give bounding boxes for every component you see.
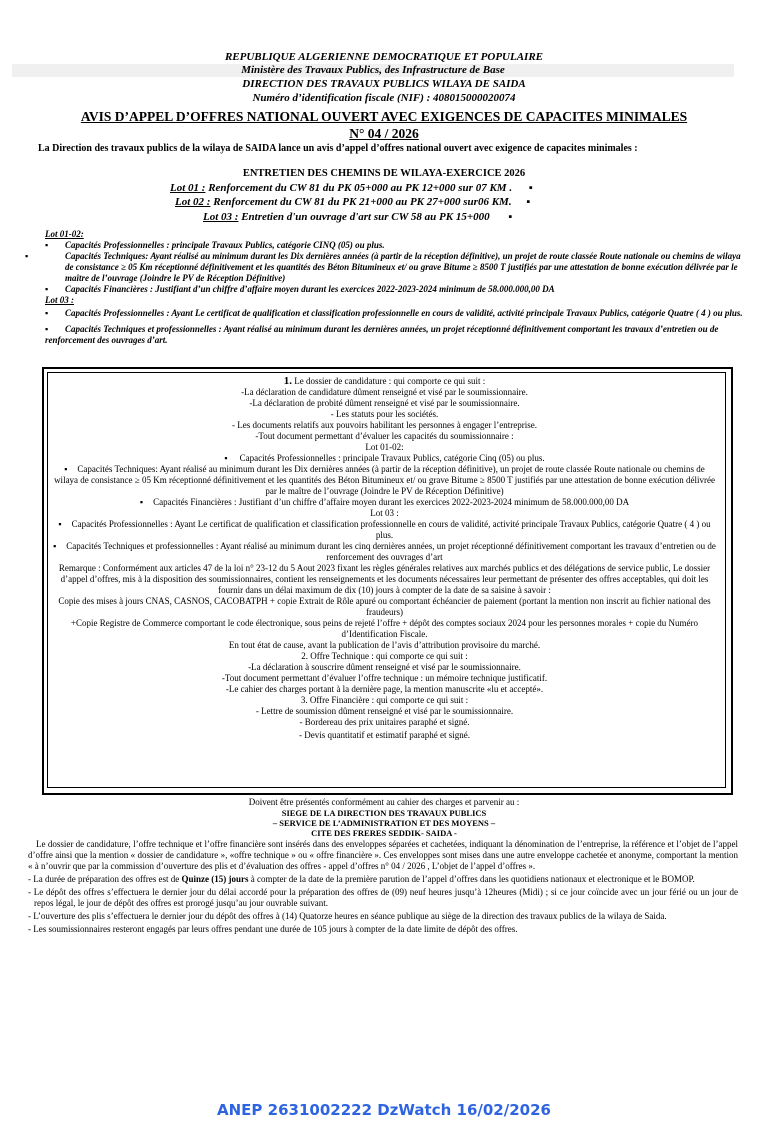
req-tech12: Capacités Techniques: Ayant réalisé au minimum durant les Dix dernières années (à partir de la réception définitive), un projet de route classée Route nationale ou chemins de wilaya de consistance ≥ 05 Km réceptionné définitivement et les quantités des Béton Bitumineux et/ ou grave Bitume ≥ 8500 T justifiés par une attestation de bonne exécution délivrée par le maître de l’ouvrage (Joindre le PV de Réception Définitive) — [65, 251, 741, 283]
req-fin12: Capacités Financières : Justifiant d’un chiffre d’affaire moyen durant les exercices 2022-2023-2024 minimum de 58.000.000,00 DA — [65, 284, 555, 294]
conditions — [28, 839, 738, 935]
offre-financiere-h: 3. Offre Financière : qui comporte ce qui suit : — [300, 695, 469, 705]
dossier-pro12: Capacités Professionnelles : principale Travaux Publics, catégorie Cinq (05) ou plus. — [239, 453, 545, 463]
offre-technique-l2: -Tout document permettant d’évaluer l’offre technique : un mémoire technique justificatif. — [221, 673, 548, 683]
intro-text: La Direction des travaux publics de la wilaya de SAIDA lance un avis d’appel d’offres national ouvert avec exigence de capacites minimales : — [38, 143, 638, 154]
dossier-registre: +Copie Registre de Commerce comportant le code électronique, sous peins de rejeté l’offre + dépôt des comptes sociaux 2024 pour les personnes morales + copie du Numéro d’Identification Fiscale. — [70, 618, 699, 639]
condition-deposit: - Le dépôt des offres s’effectuera le dernier jour du délai accordé pour la préparation des offres de (09) neuf heures jusqu’à 12heures (Midi) ; si ce jour coïncide avec un jour férié ou un jour de repos légal, le jour de dépôt des offres est prorogé jusqu’au jour ouvrable suivant. — [28, 887, 738, 908]
dossier-l4: - Les documents relatifs aux pouvoirs habilitant les personnes à engager l’entreprise. — [232, 420, 537, 430]
header-republic: REPUBLIQUE ALGERIENNE DEMOCRATIQUE ET POPULAIRE — [224, 51, 544, 63]
lot-02-label: Lot 02 : — [175, 196, 211, 208]
condition-duration-a: - La durée de préparation des offres est de — [28, 874, 182, 884]
condition-duration-c: à compter de la date de la première parution de l’appel d’offres dans les quotidiens nationaux et electronique et le BOMOP. — [248, 874, 695, 884]
dossier-l3: - Les statuts pour les sociétés. — [330, 409, 439, 419]
address-line3: CITE DES FRERES SEDDIK- SAIDA - — [311, 828, 457, 838]
offre-financiere-l1: - Lettre de soumission dûment renseigné et visé par le soumissionnaire. — [255, 706, 514, 716]
lot-02 — [175, 196, 735, 209]
lot-01-bullet: ▪ — [528, 182, 533, 194]
dossier-copies: Copie des mises à jours CNAS, CASNOS, CACOBATPH + copie Extrait de Rôle apuré ou comportant échéancier de paiement (portant la mention non inscrit au fichier national des fraudeurs) — [58, 596, 711, 617]
dossier-h1: Le dossier de candidature : qui comporte ce qui suit : — [292, 376, 486, 386]
dossier-content: 1. Le dossier de candidature : qui comporte ce qui suit : -La déclaration de candidature dûment renseigné et visé par le soumissionnaire. -La déclaration de probité dûment renseigné et visé par le soumissionnaire. - Les statuts pour les sociétés. - Les documents relatifs aux pouvoirs habilitant les personnes à engager l’entreprise. -Tout document permettant d’évaluer les capacités du soumissionnaire : Lot 01-02: ▪ Capacités Professionnelles : principale Travaux Publics, catégorie Cinq (05) ou plus. ▪ Capacités Techniques: Ayant réalisé au minimum durant les Dix dernières années (à partir de la réception définitive), un projet de route classée Route nationale ou chemins de wilaya de consistance ≥ 05 Km réceptionné définitivement et les quantités des Béton Bitumineux et/ ou grave Bitume ≥ 8500 T justifiés par une attestation de bonne exécution délivrée par le maître de l’ouvrage (Joindre le PV de Réception Définitive) ▪ Capacités Financières : Justifiant d’un chiffre d’affaire moyen durant les exercices 2022-2023-2024 minimum de 58.000.000,00 DA Lot 03 : ▪ Capacités Professionnelles : Ayant Le certificat de qualification et classification professionnelle en cours de validité, activité principale Travaux Publics, catégorie Quatre ( 4 ) ou plus. ▪ Capacités Techniques et professionnelles : Ayant réalisé au minimum durant les cinq dernières années, un projet réceptionné définitivement comportant les travaux d’entretien ou de renforcement des ouvrages d’art Remarque : Conformément aux articles 47 de la loi n° 23-12 du 5 Aout 2023 fixant les règles générales relatives aux marchés publics et des délégations de service public, Le dossier d’appel d’offres, mis à la disposition des soumissionnaires, contient les renseignements et les documents nécessaires leur permettant de présenter des offres acceptables, qui doit les fournir dans un délai maximum de dix (10) jours à compter de la date de sa saisine à savoir : Copie des mises à jours CNAS, CASNOS, CACOBATPH + copie Extrait de Rôle apuré ou comportant échéancier de paiement (portant la mention non inscrit au fichier national des fraudeurs) +Copie Registre de Commerce comportant le code électronique, sous peins de rejeté l’offre + dépôt des comptes sociaux 2024 pour les personnes morales + copie du Numéro d’Identification Fiscale. En tout état de cause, avant la publication de l’avis d’attribution provisoire du marché. 2. Offre Technique : qui comporte ce qui suit : -La déclaration à souscrire dûment renseigné et visé par le soumissionnaire. -Tout document permettant d’évaluer l’offre technique : un mémoire technique justificatif. -Le cahier des charges portant à la dernière page, la mention manuscrite «lu et accepté». 3. Offre Financière : qui comporte ce qui suit : - Lettre de soumission dûment renseigné et visé par le soumissionnaire. - Bordereau des prix unitaires paraphé et signé. - Devis quantitatif et estimatif paraphé et signé. — [53, 375, 716, 740]
req-lot0102-label: Lot 01-02: — [45, 229, 84, 239]
header-direction: DIRECTION DES TRAVAUX PUBLICS WILAYA DE SAIDA — [242, 78, 526, 90]
offre-technique-l1: -La déclaration à souscrire dûment renseigné et visé par le soumissionnaire. — [248, 662, 521, 672]
dossier-lot3: Lot 03 : — [370, 508, 399, 518]
req-pro3: Capacités Professionnelles : Ayant Le certificat de qualification et classification professionnelle en cours de validité, activité principale Travaux Publics, catégorie Quatre ( 4 ) ou plus. — [65, 308, 743, 318]
offre-technique-l3: -Le cahier des charges portant à la dernière page, la mention manuscrite «lu et accepté». — [225, 684, 544, 694]
condition-duration-b: Quinze (15) jours — [181, 874, 249, 884]
dossier-lot12: Lot 01-02: — [365, 442, 404, 452]
lot-02-text: Renforcement du CW 81 du PK 21+000 au PK 27+000 sur06 KM. — [210, 196, 512, 208]
dossier-tech12: Capacités Techniques: Ayant réalisé au minimum durant les Dix dernières années (à partir de la réception définitive), un projet de route classée Route nationale ou chemins de wilaya de consistance ≥ 05 Km réceptionné définitivement et les quantités des Béton Bitumineux et/ ou grave Bitume ≥ 8500 T justifiés par une attestation de bonne exécution délivrée par le maître de l’ouvrage (Joindre le PV de Réception Définitive) — [54, 464, 715, 496]
lot-01-label: Lot 01 : — [170, 182, 206, 194]
dossier-h1-num: 1. — [283, 375, 293, 387]
condition-envelopes: Le dossier de candidature, l’offre technique et l’offre financière sont insérés dans des enveloppes séparées et cachetées, indiquant la dénomination de l’entreprise, la référence et l’objet de l’appel d’offre ainsi que la mention « dossier de candidature », «offre technique » ou « offre financière ». Ces enveloppes sont mises dans une autre enveloppe cachetée et anonyme, comportant la mention « à n’ouvrir que par la commission d’ouverture des plis et d’évaluation des offres - appel d’offres n° 04 / 2026 , L’objet de l’appel d’offres ». — [28, 839, 738, 871]
dossier-l5: -Tout document permettant d’évaluer les capacités du soumissionnaire : — [255, 431, 514, 441]
lot-03 — [203, 211, 743, 224]
dossier-pro3: Capacités Professionnelles : Ayant Le certificat de qualification et classification professionnelle en cours de validité, activité principale Travaux Publics, catégorie Quatre ( 4 ) ou plus. — [71, 519, 711, 540]
req-tech3: Capacités Techniques et professionnelles : Ayant réalisé au minimum durant les dernières années, un projet réceptionné définitivement comportant les travaux d’entretien ou de renforcement des ouvrages d’art. — [45, 324, 719, 345]
anep-stamp: ANEP 2631002222 DzWatch 16/02/2026 — [217, 1101, 551, 1119]
offre-financiere-l3: - Devis quantitatif et estimatif paraphé et signé. — [299, 730, 470, 740]
tender-number: N° 04 / 2026 — [349, 126, 419, 141]
dossier-remark: Remarque : Conformément aux articles 47 de la loi n° 23-12 du 5 Aout 2023 fixant les règles générales relatives aux marchés publics et des délégations de service public, Le dossier d’appel d’offres, mis à la disposition des soumissionnaires, contient les renseignements et les documents nécessaires leur permettant de présenter des offres acceptables, qui doit les fournir dans un délai maximum de dix (10) jours à compter de la date de sa saisine à savoir : — [58, 563, 711, 595]
dossier-etat: En tout état de cause, avant la publication de l’avis d’attribution provisoire du marché. — [228, 640, 541, 650]
condition-duration — [28, 874, 738, 885]
address-line2: – SERVICE DE L’ADMINISTRATION ET DES MOYENS – — [272, 818, 496, 828]
requirements: Lot 01-02: ▪ Capacités Professionnelles : principale Travaux Publics, catégorie CINQ (05) ou plus. ▪ Capacités Techniques: Ayant réalisé au minimum durant les Dix dernières années (à partir de la réception définitive), un projet de route classée Route nationale ou chemins de wilaya de consistance ≥ 05 Km réceptionné définitivement et les quantités des Béton Bitumineux et/ ou grave Bitume ≥ 8500 T justifiés par une attestation de bonne exécution délivrée par le maître de l’ouvrage (Joindre le PV de Réception Définitive) ▪ Capacités Financières : Justifiant d’un chiffre d’affaire moyen durant les exercices 2022-2023-2024 minimum de 58.000.000,00 DA Lot 03 : ▪ Capacités Professionnelles : Ayant Le certificat de qualification et classification professionnelle en cours de validité, activité principale Travaux Publics, catégorie Quatre ( 4 ) ou plus. ▪ Capacités Techniques et professionnelles : Ayant réalisé au minimum durant les dernières années, un projet réceptionné définitivement comportant les travaux d’entretien ou de renforcement des ouvrages d’art. — [25, 229, 743, 345]
req-pro12: Capacités Professionnelles : principale Travaux Publics, catégorie CINQ (05) ou plus. — [65, 240, 385, 250]
offre-financiere-l2: - Bordereau des prix unitaires paraphé et signé. — [299, 717, 470, 727]
address-line1: SIEGE DE LA DIRECTION DES TRAVAUX PUBLICS — [281, 808, 487, 818]
dossier-tech3: Capacités Techniques et professionnelles : Ayant réalisé au minimum durant les cinq dernières années, un projet réceptionné définitivement comportant les travaux d’entretien ou de renforcement des ouvrages d’art — [66, 541, 716, 562]
lot-01-text: Renforcement du CW 81 du PK 05+000 au PK 12+000 sur 07 KM . — [205, 182, 513, 194]
dossier-fin12: Capacités Financières : Justifiant d’un chiffre d’affaire moyen durant les exercices 2022-2023-2024 minimum de 58.000.000,00 DA — [153, 497, 630, 507]
lot-03-text: Entretien d'un ouvrage d'art sur CW 58 au PK 15+000 — [238, 211, 490, 223]
lot-01 — [170, 182, 730, 195]
req-lot03-label: Lot 03 : — [45, 295, 74, 305]
dossier-l2: -La déclaration de probité dûment renseigné et visé par le soumissionnaire. — [249, 398, 520, 408]
subject: ENTRETIEN DES CHEMINS DE WILAYA-EXERCICE 2026 — [242, 168, 526, 179]
page-title: AVIS D’APPEL D’OFFRES NATIONAL OUVERT AVEC EXIGENCES DE CAPACITES MINIMALES — [80, 109, 688, 124]
dossier-l1: -La déclaration de candidature dûment renseigné et visé par le soumissionnaire. — [241, 387, 528, 397]
header-nif: Numéro d’identification fiscale (NIF) : 408015000020074 — [252, 92, 516, 104]
condition-opening: - L’ouverture des plis s’effectuera le dernier jour du dépôt des offres à (14) Quatorze heures en séance publique au siège de la direction des travaux publics de la wilaya de Saida. — [28, 911, 667, 921]
header-ministry: Ministère des Travaux Publics, des Infrastructure de Base — [12, 64, 734, 77]
lot-03-label: Lot 03 : — [203, 211, 239, 223]
lot-02-bullet: ▪ — [526, 196, 531, 208]
condition-validity: - Les soumissionnaires resteront engagés par leurs offres pendant une durée de 105 jours à compter de la date limite de dépôt des offres. — [28, 924, 518, 934]
submission-intro: Doivent être présentés conformément au cahier des charges et parvenir au : — [248, 797, 520, 807]
offre-technique-h: 2. Offre Technique : qui comporte ce qui suit : — [301, 651, 468, 661]
lot-03-bullet: ▪ — [508, 211, 513, 223]
